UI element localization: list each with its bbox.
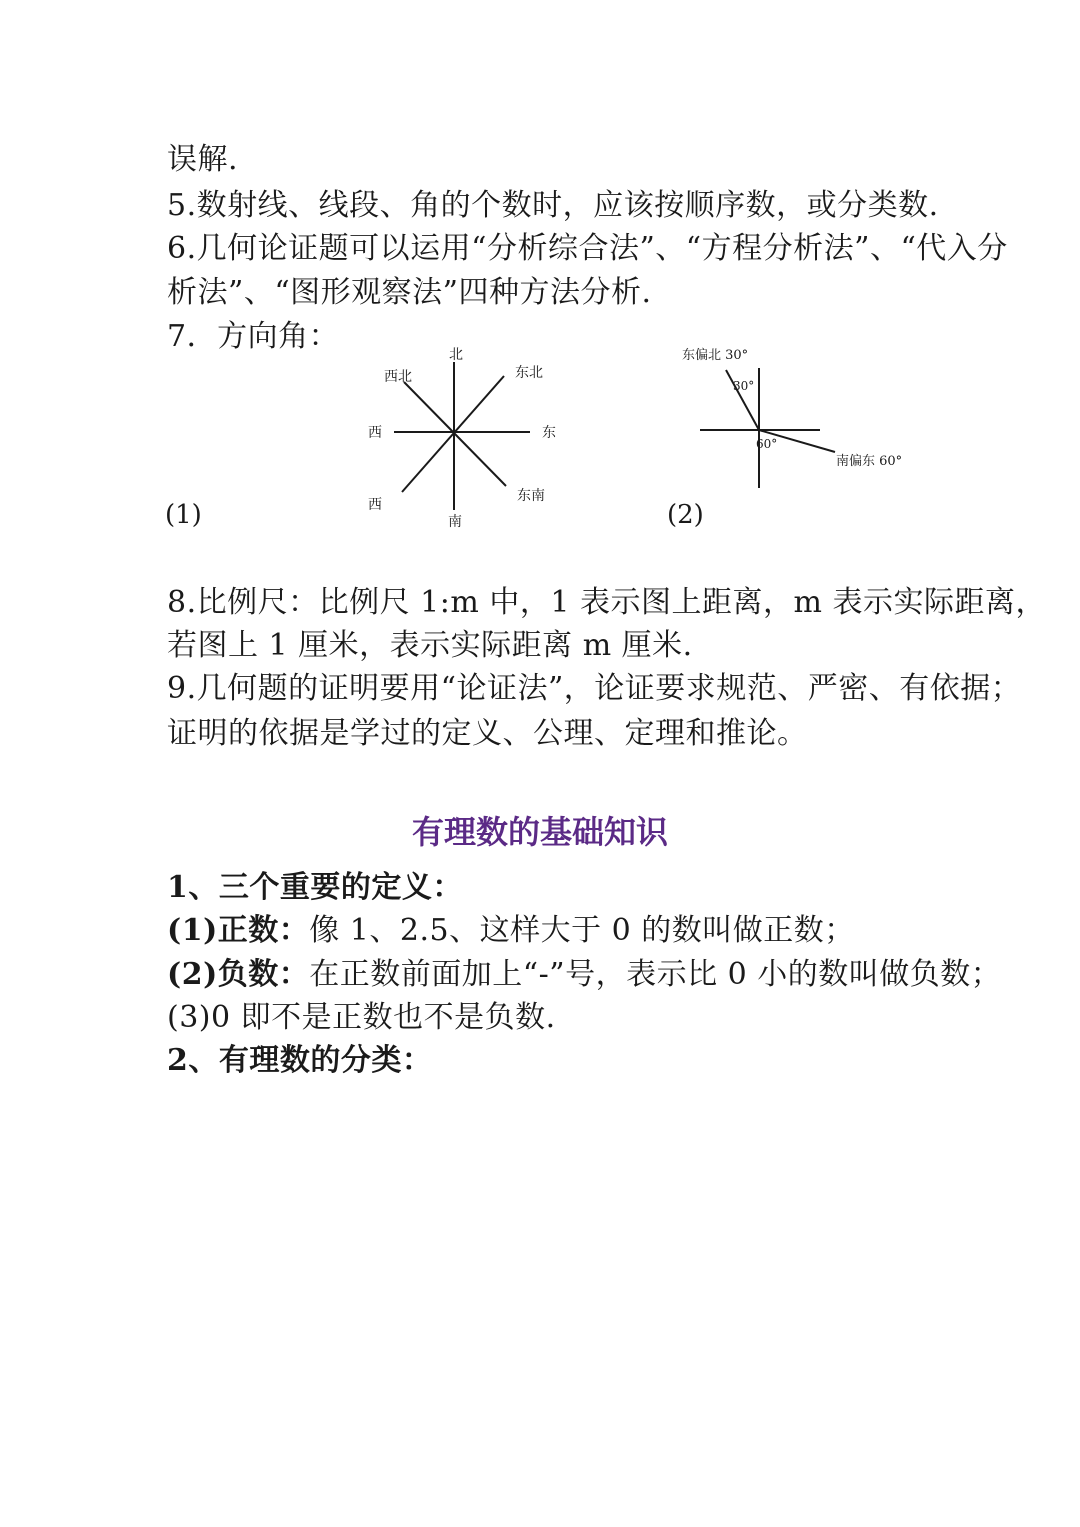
item-8-line-2: 若图上 1 厘米，表示实际距离 m 厘米. (167, 628, 693, 663)
section-title: 有理数的基础知识 (411, 813, 668, 851)
item-9-line-2: 证明的依据是学过的定义、公理、定理和推论。 (167, 716, 808, 751)
label-east: 东 (542, 425, 556, 441)
heading-classification: 2、有理数的分类： (167, 1043, 433, 1078)
label-west: 西 (368, 425, 382, 441)
item-9-line-1: 9.几何题的证明要用“论证法”，论证要求规范、严密、有依据； (167, 671, 1022, 706)
paragraph-continuation: 误解. (167, 142, 239, 177)
definition-zero: (3)0 即不是正数也不是负数. (167, 1000, 556, 1035)
heading-definitions: 1、三个重要的定义： (167, 870, 463, 905)
label-north: 北 (449, 347, 463, 363)
item-6-line-2: 析法”、“图形观察法”四种方法分析. (167, 275, 652, 310)
figure-2-caption: (2) (667, 500, 704, 530)
item-6-line-1: 6.几何论证题可以运用“分析综合法”、“方程分析法”、“代入分 (167, 231, 1008, 266)
definition-negative (167, 955, 1001, 995)
text-negative: 在正数前面加上“-”号，表示比 0 小的数叫做负数； (309, 957, 1002, 992)
label-ray-2: 南偏东 60° (836, 454, 903, 469)
label-southwest: 西 (368, 497, 382, 513)
text-positive: 像 1、2.5、这样大于 0 的数叫做正数； (309, 913, 855, 948)
item-5: 5.数射线、线段、角的个数时，应该按顺序数，或分类数. (167, 188, 939, 223)
label-southeast: 东南 (517, 488, 545, 504)
label-ray-1: 东偏北 30° (682, 348, 749, 363)
label-angle-30: 30° (733, 379, 755, 393)
label-northwest: 西北 (384, 369, 412, 385)
label-angle-60: 60° (756, 437, 778, 451)
compass-figure (360, 340, 580, 540)
term-positive: (1)正数： (167, 913, 310, 948)
item-7: 7．方向角： (167, 319, 340, 354)
bearing-figure (670, 340, 920, 500)
definition-positive (167, 911, 855, 951)
label-south: 南 (448, 514, 462, 530)
label-northeast: 东北 (515, 365, 543, 381)
term-negative: (2)负数： (167, 957, 310, 992)
figure-1-caption: (1) (165, 500, 202, 530)
item-8-line-1: 8.比例尺：比例尺 1:m 中，1 表示图上距离，m 表示实际距离， (167, 585, 1046, 620)
